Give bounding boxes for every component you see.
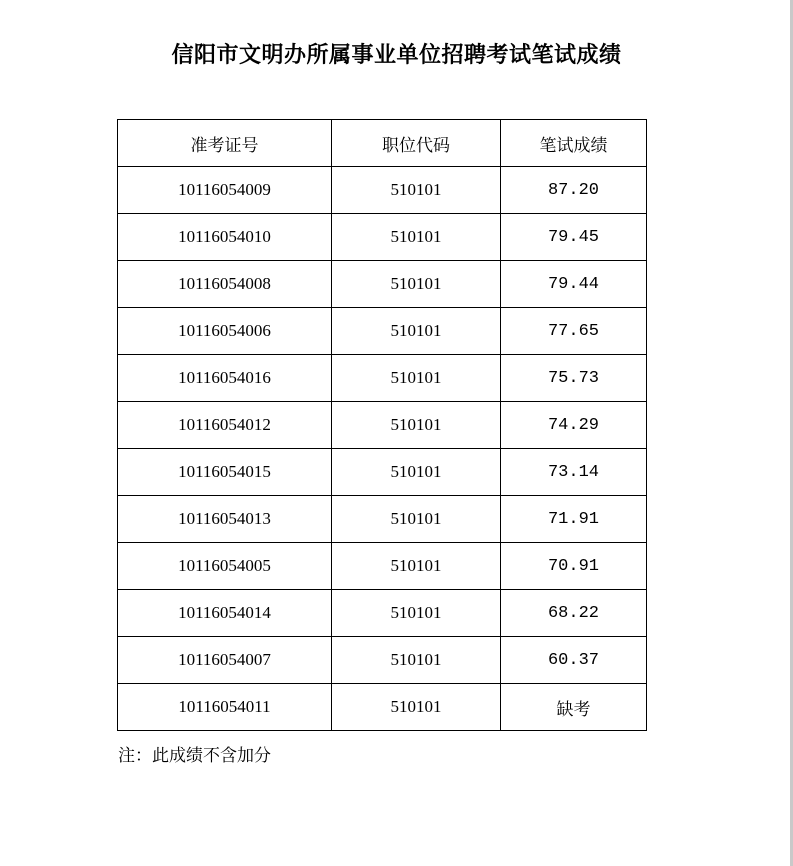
cell-position-code: 510101 bbox=[332, 449, 501, 496]
header-score: 笔试成绩 bbox=[501, 120, 647, 167]
header-exam-id: 准考证号 bbox=[118, 120, 332, 167]
document-title: 信阳市文明办所属事业单位招聘考试笔试成绩 bbox=[171, 43, 622, 68]
table-row bbox=[118, 684, 647, 731]
cell-exam-id: 10116054013 bbox=[118, 496, 332, 543]
cell-score: 79.45 bbox=[501, 214, 647, 261]
cell-position-code: 510101 bbox=[332, 355, 501, 402]
table-row bbox=[118, 637, 647, 684]
cell-position-code: 510101 bbox=[332, 684, 501, 731]
cell-exam-id: 10116054012 bbox=[118, 402, 332, 449]
cell-exam-id: 10116054007 bbox=[118, 637, 332, 684]
cell-exam-id: 10116054006 bbox=[118, 308, 332, 355]
cell-score: 77.65 bbox=[501, 308, 647, 355]
cell-exam-id: 10116054005 bbox=[118, 543, 332, 590]
cell-score: 60.37 bbox=[501, 637, 647, 684]
cell-score: 73.14 bbox=[501, 449, 647, 496]
scores-table bbox=[117, 119, 647, 731]
cell-position-code: 510101 bbox=[332, 261, 501, 308]
cell-score: 87.20 bbox=[501, 167, 647, 214]
table-row bbox=[118, 402, 647, 449]
cell-score: 75.73 bbox=[501, 355, 647, 402]
cell-score: 71.91 bbox=[501, 496, 647, 543]
footnote: 注：此成绩不含加分 bbox=[118, 746, 271, 766]
cell-exam-id: 10116054015 bbox=[118, 449, 332, 496]
cell-score: 70.91 bbox=[501, 543, 647, 590]
header-position-code: 职位代码 bbox=[332, 120, 501, 167]
table-row bbox=[118, 543, 647, 590]
table-row bbox=[118, 261, 647, 308]
table-row bbox=[118, 496, 647, 543]
cell-position-code: 510101 bbox=[332, 590, 501, 637]
cell-exam-id: 10116054016 bbox=[118, 355, 332, 402]
cell-score: 79.44 bbox=[501, 261, 647, 308]
cell-position-code: 510101 bbox=[332, 214, 501, 261]
table-row bbox=[118, 214, 647, 261]
cell-score: 缺考 bbox=[501, 684, 647, 731]
table-header-row bbox=[118, 120, 647, 167]
cell-exam-id: 10116054014 bbox=[118, 590, 332, 637]
cell-exam-id: 10116054011 bbox=[118, 684, 332, 731]
cell-position-code: 510101 bbox=[332, 308, 501, 355]
cell-position-code: 510101 bbox=[332, 167, 501, 214]
cell-position-code: 510101 bbox=[332, 637, 501, 684]
cell-exam-id: 10116054010 bbox=[118, 214, 332, 261]
table-row bbox=[118, 167, 647, 214]
cell-position-code: 510101 bbox=[332, 543, 501, 590]
table-row bbox=[118, 308, 647, 355]
cell-position-code: 510101 bbox=[332, 402, 501, 449]
cell-score: 68.22 bbox=[501, 590, 647, 637]
table-row bbox=[118, 590, 647, 637]
cell-exam-id: 10116054009 bbox=[118, 167, 332, 214]
cell-score: 74.29 bbox=[501, 402, 647, 449]
table-row bbox=[118, 449, 647, 496]
cell-exam-id: 10116054008 bbox=[118, 261, 332, 308]
table-row bbox=[118, 355, 647, 402]
cell-position-code: 510101 bbox=[332, 496, 501, 543]
